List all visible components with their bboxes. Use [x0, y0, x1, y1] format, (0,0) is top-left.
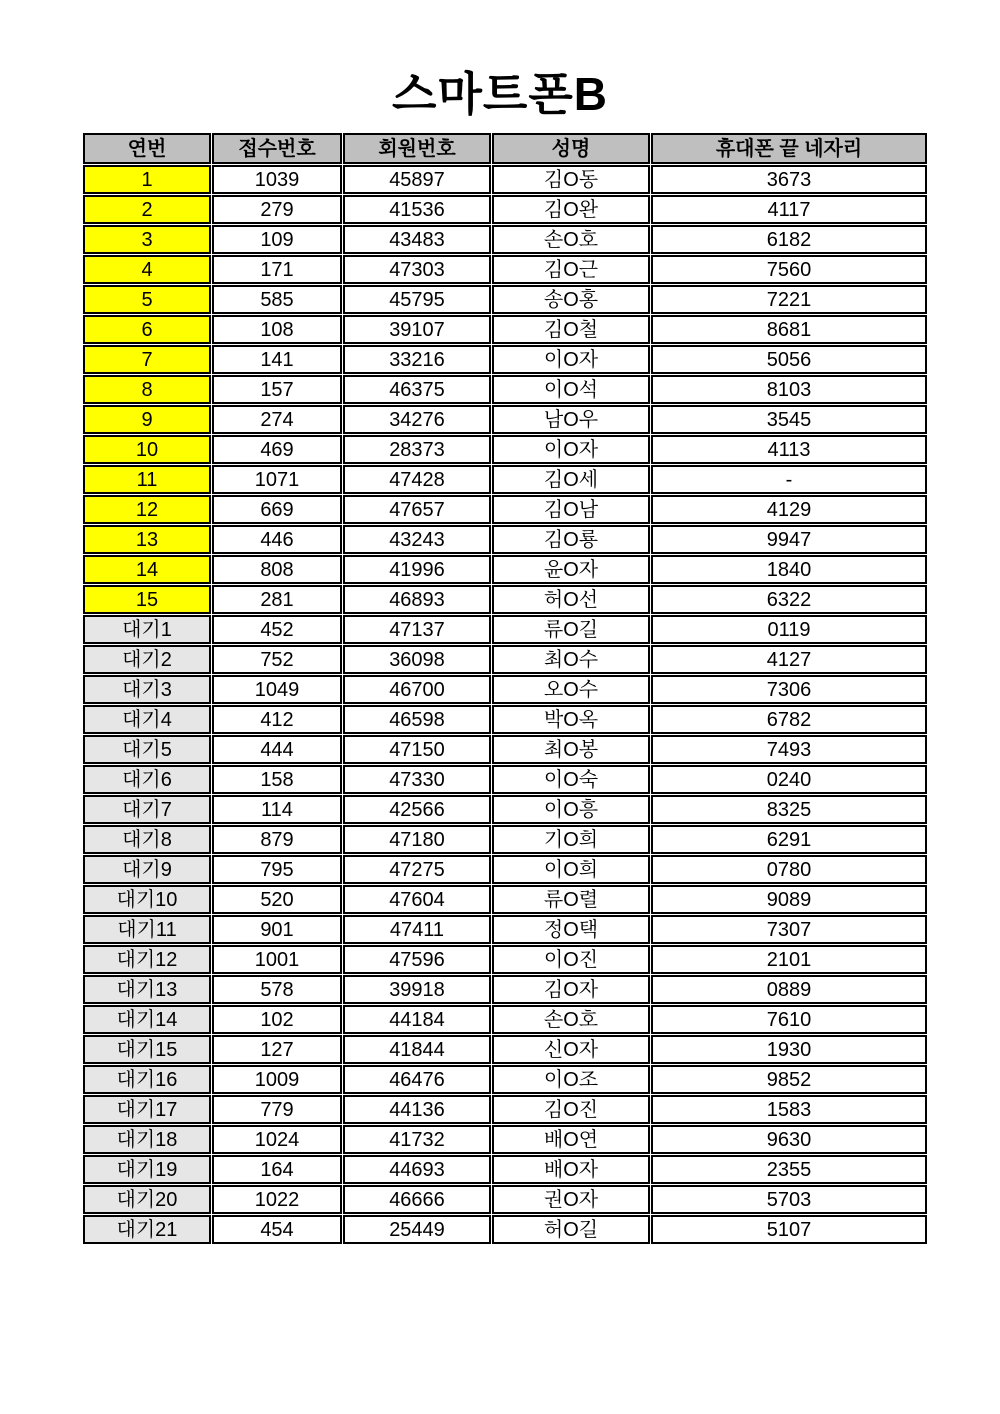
name-cell: 김O세	[492, 465, 650, 494]
table-row	[83, 165, 927, 194]
receipt-cell: 141	[212, 345, 342, 374]
name-cell: 김O진	[492, 1095, 650, 1124]
table-row	[83, 525, 927, 554]
phone-cell: 7493	[651, 735, 927, 764]
name-cell: 이O진	[492, 945, 650, 974]
serial-cell: 대기1	[83, 615, 211, 644]
receipt-cell: 808	[212, 555, 342, 584]
member-cell: 45897	[343, 165, 491, 194]
name-cell: 박O옥	[492, 705, 650, 734]
table-row	[83, 765, 927, 794]
name-cell: 권O자	[492, 1185, 650, 1214]
serial-cell: 대기9	[83, 855, 211, 884]
serial-cell: 대기5	[83, 735, 211, 764]
phone-cell: 7307	[651, 915, 927, 944]
table-row	[83, 675, 927, 704]
phone-cell: 0119	[651, 615, 927, 644]
phone-cell: 5703	[651, 1185, 927, 1214]
page-title: 스마트폰B	[392, 68, 608, 120]
name-cell: 손O호	[492, 1005, 650, 1034]
name-cell: 이O조	[492, 1065, 650, 1094]
member-cell: 44136	[343, 1095, 491, 1124]
table-row	[83, 555, 927, 584]
serial-cell: 8	[83, 375, 211, 404]
table-row	[83, 705, 927, 734]
member-cell: 47150	[343, 735, 491, 764]
table-row	[83, 1125, 927, 1154]
member-cell: 45795	[343, 285, 491, 314]
name-cell: 김O완	[492, 195, 650, 224]
member-cell: 39107	[343, 315, 491, 344]
member-cell: 39918	[343, 975, 491, 1004]
receipt-cell: 158	[212, 765, 342, 794]
phone-cell: 7221	[651, 285, 927, 314]
name-cell: 김O남	[492, 495, 650, 524]
name-cell: 정O택	[492, 915, 650, 944]
phone-cell: 3545	[651, 405, 927, 434]
name-cell: 이O석	[492, 375, 650, 404]
table-row	[83, 285, 927, 314]
phone-cell: 9852	[651, 1065, 927, 1094]
member-cell: 25449	[343, 1215, 491, 1244]
member-cell: 47428	[343, 465, 491, 494]
member-cell: 47657	[343, 495, 491, 524]
receipt-cell: 281	[212, 585, 342, 614]
phone-cell: -	[651, 465, 927, 494]
serial-cell: 대기3	[83, 675, 211, 704]
phone-cell: 8325	[651, 795, 927, 824]
receipt-cell: 669	[212, 495, 342, 524]
receipt-cell: 157	[212, 375, 342, 404]
phone-cell: 3673	[651, 165, 927, 194]
name-cell: 송O홍	[492, 285, 650, 314]
serial-cell: 대기8	[83, 825, 211, 854]
serial-cell: 대기6	[83, 765, 211, 794]
table-row	[83, 645, 927, 674]
receipt-cell: 1022	[212, 1185, 342, 1214]
phone-cell: 6782	[651, 705, 927, 734]
receipt-cell: 520	[212, 885, 342, 914]
roster-table	[82, 132, 928, 1245]
serial-cell: 대기17	[83, 1095, 211, 1124]
receipt-cell: 274	[212, 405, 342, 434]
serial-cell: 대기11	[83, 915, 211, 944]
phone-cell: 9089	[651, 885, 927, 914]
member-cell: 47180	[343, 825, 491, 854]
serial-cell: 대기4	[83, 705, 211, 734]
table-row	[83, 495, 927, 524]
phone-cell: 9630	[651, 1125, 927, 1154]
member-cell: 36098	[343, 645, 491, 674]
table-row	[83, 1065, 927, 1094]
member-cell: 46893	[343, 585, 491, 614]
member-cell: 41536	[343, 195, 491, 224]
receipt-cell: 109	[212, 225, 342, 254]
table-row	[83, 345, 927, 374]
serial-cell: 대기20	[83, 1185, 211, 1214]
phone-cell: 0780	[651, 855, 927, 884]
serial-cell: 4	[83, 255, 211, 284]
member-cell: 47303	[343, 255, 491, 284]
phone-cell: 0889	[651, 975, 927, 1004]
name-cell: 김O자	[492, 975, 650, 1004]
column-header-member: 회원번호	[343, 133, 491, 164]
name-cell: 이O숙	[492, 765, 650, 794]
name-cell: 허O선	[492, 585, 650, 614]
phone-cell: 5056	[651, 345, 927, 374]
name-cell: 김O철	[492, 315, 650, 344]
receipt-cell: 454	[212, 1215, 342, 1244]
table-row	[83, 1185, 927, 1214]
table-row	[83, 465, 927, 494]
serial-cell: 대기14	[83, 1005, 211, 1034]
table-row	[83, 1005, 927, 1034]
receipt-cell: 127	[212, 1035, 342, 1064]
serial-cell: 대기12	[83, 945, 211, 974]
roster-table-container	[82, 132, 922, 1245]
member-cell: 43483	[343, 225, 491, 254]
receipt-cell: 171	[212, 255, 342, 284]
serial-cell: 7	[83, 345, 211, 374]
phone-cell: 9947	[651, 525, 927, 554]
member-cell: 46666	[343, 1185, 491, 1214]
member-cell: 41844	[343, 1035, 491, 1064]
table-row	[83, 1215, 927, 1244]
receipt-cell: 1024	[212, 1125, 342, 1154]
receipt-cell: 102	[212, 1005, 342, 1034]
serial-cell: 대기13	[83, 975, 211, 1004]
serial-cell: 대기10	[83, 885, 211, 914]
name-cell: 최O수	[492, 645, 650, 674]
serial-cell: 2	[83, 195, 211, 224]
name-cell: 류O렬	[492, 885, 650, 914]
name-cell: 김O룡	[492, 525, 650, 554]
column-header-receipt: 접수번호	[212, 133, 342, 164]
table-row	[83, 1155, 927, 1184]
table-row	[83, 315, 927, 344]
receipt-cell: 108	[212, 315, 342, 344]
phone-cell: 4117	[651, 195, 927, 224]
member-cell: 47275	[343, 855, 491, 884]
serial-cell: 9	[83, 405, 211, 434]
name-cell: 허O길	[492, 1215, 650, 1244]
name-cell: 오O수	[492, 675, 650, 704]
table-row	[83, 825, 927, 854]
member-cell: 33216	[343, 345, 491, 374]
serial-cell: 6	[83, 315, 211, 344]
receipt-cell: 779	[212, 1095, 342, 1124]
serial-cell: 13	[83, 525, 211, 554]
serial-cell: 대기16	[83, 1065, 211, 1094]
table-row	[83, 975, 927, 1004]
receipt-cell: 114	[212, 795, 342, 824]
receipt-cell: 795	[212, 855, 342, 884]
phone-cell: 2101	[651, 945, 927, 974]
member-cell: 43243	[343, 525, 491, 554]
table-row	[83, 195, 927, 224]
receipt-cell: 1009	[212, 1065, 342, 1094]
name-cell: 이O흥	[492, 795, 650, 824]
receipt-cell: 1049	[212, 675, 342, 704]
receipt-cell: 879	[212, 825, 342, 854]
table-row	[83, 585, 927, 614]
member-cell: 41996	[343, 555, 491, 584]
table-row	[83, 615, 927, 644]
phone-cell: 4127	[651, 645, 927, 674]
name-cell: 배O연	[492, 1125, 650, 1154]
phone-cell: 8103	[651, 375, 927, 404]
receipt-cell: 1001	[212, 945, 342, 974]
table-row	[83, 255, 927, 284]
name-cell: 배O자	[492, 1155, 650, 1184]
serial-cell: 11	[83, 465, 211, 494]
table-row	[83, 855, 927, 884]
phone-cell: 1840	[651, 555, 927, 584]
column-header-phone: 휴대폰 끝 네자리	[651, 133, 927, 164]
name-cell: 남O우	[492, 405, 650, 434]
receipt-cell: 469	[212, 435, 342, 464]
phone-cell: 5107	[651, 1215, 927, 1244]
serial-cell: 5	[83, 285, 211, 314]
serial-cell: 대기15	[83, 1035, 211, 1064]
serial-cell: 대기18	[83, 1125, 211, 1154]
member-cell: 47330	[343, 765, 491, 794]
table-row	[83, 375, 927, 404]
table-row	[83, 795, 927, 824]
table-row	[83, 885, 927, 914]
member-cell: 46375	[343, 375, 491, 404]
phone-cell: 1583	[651, 1095, 927, 1124]
serial-cell: 10	[83, 435, 211, 464]
member-cell: 46598	[343, 705, 491, 734]
receipt-cell: 1071	[212, 465, 342, 494]
table-row	[83, 435, 927, 464]
serial-cell: 대기21	[83, 1215, 211, 1244]
header-row	[83, 133, 927, 164]
name-cell: 이O자	[492, 345, 650, 374]
serial-cell: 12	[83, 495, 211, 524]
phone-cell: 1930	[651, 1035, 927, 1064]
receipt-cell: 1039	[212, 165, 342, 194]
member-cell: 41732	[343, 1125, 491, 1154]
serial-cell: 대기7	[83, 795, 211, 824]
name-cell: 기O희	[492, 825, 650, 854]
table-row	[83, 945, 927, 974]
name-cell: 류O길	[492, 615, 650, 644]
phone-cell: 4113	[651, 435, 927, 464]
name-cell: 이O희	[492, 855, 650, 884]
serial-cell: 대기2	[83, 645, 211, 674]
phone-cell: 7560	[651, 255, 927, 284]
name-cell: 손O호	[492, 225, 650, 254]
phone-cell: 2355	[651, 1155, 927, 1184]
table-row	[83, 915, 927, 944]
serial-cell: 3	[83, 225, 211, 254]
column-header-name: 성명	[492, 133, 650, 164]
receipt-cell: 752	[212, 645, 342, 674]
member-cell: 28373	[343, 435, 491, 464]
table-row	[83, 405, 927, 434]
phone-cell: 7306	[651, 675, 927, 704]
phone-cell: 6291	[651, 825, 927, 854]
phone-cell: 6322	[651, 585, 927, 614]
receipt-cell: 444	[212, 735, 342, 764]
name-cell: 이O자	[492, 435, 650, 464]
member-cell: 34276	[343, 405, 491, 434]
serial-cell: 대기19	[83, 1155, 211, 1184]
name-cell: 김O동	[492, 165, 650, 194]
phone-cell: 7610	[651, 1005, 927, 1034]
member-cell: 47137	[343, 615, 491, 644]
table-row	[83, 1095, 927, 1124]
name-cell: 최O봉	[492, 735, 650, 764]
member-cell: 44693	[343, 1155, 491, 1184]
phone-cell: 8681	[651, 315, 927, 344]
name-cell: 신O자	[492, 1035, 650, 1064]
phone-cell: 4129	[651, 495, 927, 524]
receipt-cell: 446	[212, 525, 342, 554]
member-cell: 42566	[343, 795, 491, 824]
serial-cell: 15	[83, 585, 211, 614]
member-cell: 46476	[343, 1065, 491, 1094]
member-cell: 46700	[343, 675, 491, 704]
phone-cell: 6182	[651, 225, 927, 254]
column-header-serial: 연번	[83, 133, 211, 164]
phone-cell: 0240	[651, 765, 927, 794]
receipt-cell: 901	[212, 915, 342, 944]
receipt-cell: 578	[212, 975, 342, 1004]
member-cell: 47604	[343, 885, 491, 914]
serial-cell: 1	[83, 165, 211, 194]
name-cell: 김O근	[492, 255, 650, 284]
receipt-cell: 585	[212, 285, 342, 314]
member-cell: 47596	[343, 945, 491, 974]
receipt-cell: 164	[212, 1155, 342, 1184]
receipt-cell: 452	[212, 615, 342, 644]
member-cell: 44184	[343, 1005, 491, 1034]
table-row	[83, 735, 927, 764]
receipt-cell: 279	[212, 195, 342, 224]
member-cell: 47411	[343, 915, 491, 944]
table-row	[83, 1035, 927, 1064]
table-row	[83, 225, 927, 254]
receipt-cell: 412	[212, 705, 342, 734]
serial-cell: 14	[83, 555, 211, 584]
name-cell: 윤O자	[492, 555, 650, 584]
